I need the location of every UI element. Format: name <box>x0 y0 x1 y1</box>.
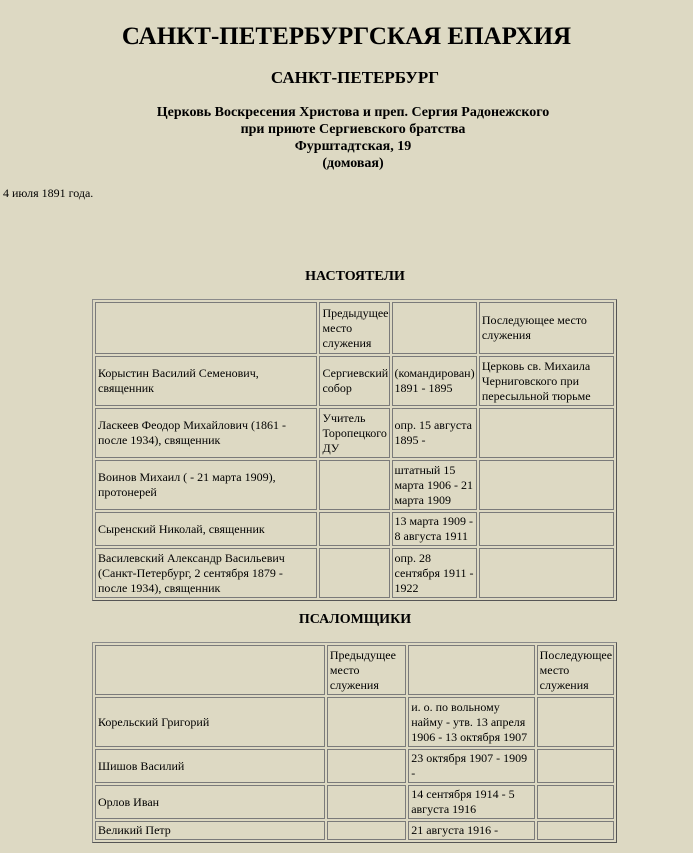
table-cell <box>319 460 389 510</box>
rectors-table <box>92 299 617 601</box>
table-cell: и. о. по вольному найму - утв. 13 апреля 1906 - 13 октября 1907 <box>408 697 534 747</box>
table-cell: штатный 15 марта 1906 - 21 марта 1909 <box>392 460 477 510</box>
church-name-line: Церковь Воскресения Христова и преп. Сергия Радонежского <box>156 105 550 120</box>
header-cell <box>95 645 325 695</box>
table-row <box>95 408 614 458</box>
header-cell: Последующее место служения <box>479 302 614 354</box>
table-cell <box>327 749 406 783</box>
table-cell: Сергиевский собор <box>319 356 389 406</box>
header-cell <box>95 302 317 354</box>
table-cell <box>537 821 614 840</box>
table-cell: Василевский Александр Васильевич (Санкт-Петербург, 2 сентября 1879 - после 1934), священник <box>95 548 317 598</box>
psalmists-table <box>92 642 617 843</box>
church-heading <box>0 104 693 172</box>
table-header-row <box>95 302 614 354</box>
header-cell: Предыдущее место служения <box>327 645 406 695</box>
header-cell: Последующее место служения <box>537 645 614 695</box>
table-cell <box>537 749 614 783</box>
table-cell <box>479 408 614 458</box>
table-cell: 23 октября 1907 - 1909 - <box>408 749 534 783</box>
header-cell <box>392 302 477 354</box>
table-cell: Сыренский Николай, священник <box>95 512 317 546</box>
table-cell: 14 сентября 1914 - 5 августа 1916 <box>408 785 534 819</box>
header-cell <box>408 645 534 695</box>
consecration-date: 4 июля 1891 года. <box>3 186 94 200</box>
table-cell: опр. 15 августа 1895 - <box>392 408 477 458</box>
table-cell <box>319 512 389 546</box>
table-row <box>95 356 614 406</box>
table-row <box>95 460 614 510</box>
table-cell <box>479 548 614 598</box>
table-cell <box>327 785 406 819</box>
table-cell <box>537 785 614 819</box>
table-row <box>95 697 614 747</box>
church-type-line: (домовая) <box>322 156 384 171</box>
table-cell: Великий Петр <box>95 821 325 840</box>
church-shelter-line: при приюте Сергиевского братства <box>240 122 466 137</box>
table-cell: Церковь св. Михаила Черниговского при пересыльной тюрьме <box>479 356 614 406</box>
table-row <box>95 821 614 840</box>
table-row <box>95 512 614 546</box>
table-cell <box>319 548 389 598</box>
table-cell: Учитель Торопецкого ДУ <box>319 408 389 458</box>
rectors-section-title: НАСТОЯТЕЛИ <box>305 269 405 284</box>
table-row <box>95 548 614 598</box>
table-row <box>95 785 614 819</box>
table-header-row <box>95 645 614 695</box>
table-cell <box>327 821 406 840</box>
header-cell: Предыдущее место служения <box>319 302 389 354</box>
table-cell: (командирован) 1891 - 1895 <box>392 356 477 406</box>
church-address-line: Фурштадтская, 19 <box>294 139 412 154</box>
table-cell: 13 марта 1909 - 8 августа 1911 <box>392 512 477 546</box>
table-cell: Корельский Григорий <box>95 697 325 747</box>
table-cell <box>327 697 406 747</box>
table-cell <box>479 512 614 546</box>
table-cell: Ласкеев Феодор Михайлович (1861 - после 1934), священник <box>95 408 317 458</box>
table-cell: Корыстин Василий Семенович, священник <box>95 356 317 406</box>
table-cell <box>479 460 614 510</box>
city-title: САНКТ-ПЕТЕРБУРГ <box>270 68 440 87</box>
table-cell: Воинов Михаил ( - 21 марта 1909), протонерей <box>95 460 317 510</box>
table-cell: Орлов Иван <box>95 785 325 819</box>
table-cell <box>537 697 614 747</box>
table-cell: опр. 28 сентября 1911 - 1922 <box>392 548 477 598</box>
table-row <box>95 749 614 783</box>
psalmists-section-title: ПСАЛОМЩИКИ <box>298 612 412 627</box>
diocese-title: САНКТ-ПЕТЕРБУРГСКАЯ ЕПАРХИЯ <box>121 23 572 50</box>
table-cell: 21 августа 1916 - <box>408 821 534 840</box>
table-cell: Шишов Василий <box>95 749 325 783</box>
